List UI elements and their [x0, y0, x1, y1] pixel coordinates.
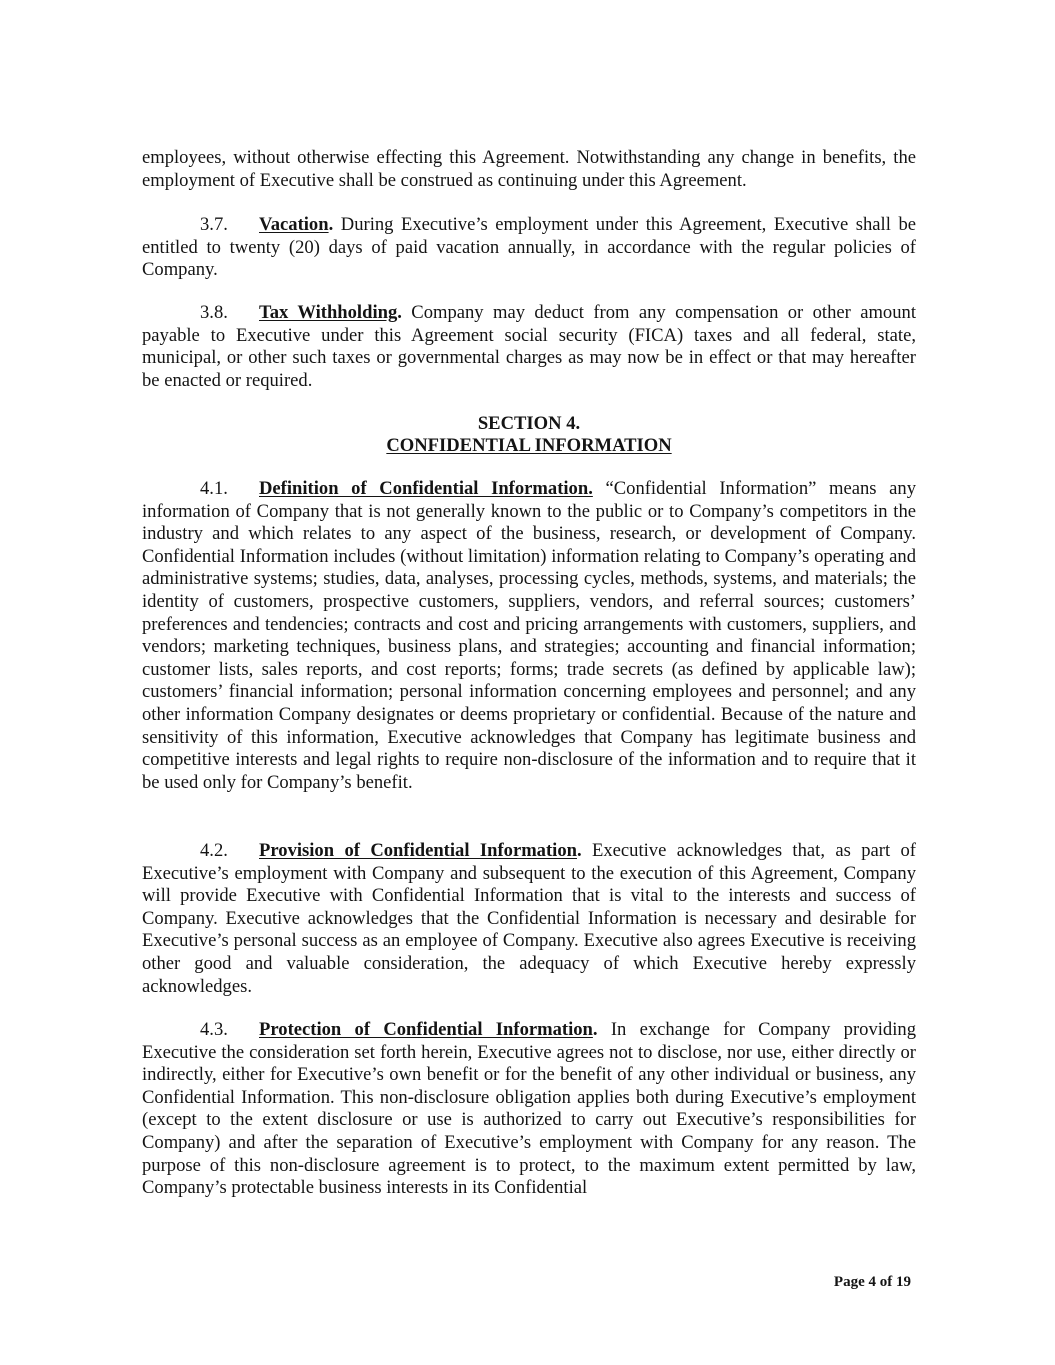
section-body: Company may deduct from any compensation or other amount payable to Executive under this Agreement social security (FICA) taxes and all federal, state, municipal, or other such taxes or governmental charges as may now be in effect or that may hereafter be enacted or required. [142, 302, 916, 391]
section-heading: Protection of Confidential Information [259, 1019, 593, 1040]
section-number: 3.8. [200, 302, 228, 323]
section-3-8-paragraph [142, 302, 916, 392]
continuation-paragraph [142, 147, 916, 192]
continuation-text: employees, without otherwise effecting this Agreement. Notwithstanding any change in benefits, the employment of Executive shall be construed as continuing under this Agreement. [142, 147, 916, 191]
heading-punctuation: . [397, 302, 402, 323]
heading-punctuation: . [328, 214, 334, 235]
section-heading: Vacation [259, 214, 329, 235]
section-heading: Provision of Confidential Information [259, 840, 577, 861]
section-body: During Executive’s employment under this Agreement, Executive shall be entitled to twenty (20) days of paid vacation annually, in accordance with the regular policies of Company. [142, 214, 916, 281]
section-4-3-paragraph [142, 1019, 916, 1200]
section-subtitle: CONFIDENTIAL INFORMATION [386, 435, 672, 456]
section-number: 4.3. [200, 1019, 228, 1040]
section-4-title-block [142, 413, 916, 457]
section-3-7-paragraph [142, 214, 916, 282]
page-number: Page 4 of 19 [833, 1274, 911, 1290]
section-title: SECTION 4. [477, 413, 581, 434]
section-number: 3.7. [200, 214, 228, 235]
heading-punctuation: . [576, 840, 582, 861]
section-heading: Tax Withholding [259, 302, 398, 323]
section-body: In exchange for Company providing Executive the consideration set forth herein, Executive agrees not to disclose, nor use, either directly or indirectly, either for Executive’s own benefit or for the benefit of any other individual or business, any Confidential Information. This non-disclosure obligation applies both during Executive’s employment (except to the extent disclosure or use is authorized to carry out Executive’s responsibilities for Company) and after the separation of Executive’s employment with Company for any reason. The purpose of this non-disclosure agreement is to protect, to the maximum extent permitted by law, Company’s protectable business interests in its Confidential [142, 1019, 916, 1199]
section-number: 4.1. [200, 478, 228, 499]
section-heading: Definition of Confidential Information. [259, 478, 593, 499]
section-4-1-paragraph [142, 478, 916, 794]
section-body: “Confidential Information” means any information of Company that is not generally known to the public or to Company’s competitors in the industry and which relates to any aspect of the business, research, or development of Company. Confidential Information includes (without limitation) information relating to Company’s operating and administrative systems; studies, data, analyses, processing cycles, methods, systems, and materials; the identity of customers, prospective customers, suppliers, vendors, and referral sources; customers’ preferences and tendencies; contracts and cost and pricing arrangements with customers, suppliers, and vendors; marketing techniques, business plans, and strategies; accounting and financial information; customer lists, sales reports, and cost reports; forms; trade secrets (as defined by applicable law); customers’ financial information; personal information concerning employees and personnel; and any other information Company designates or deems proprietary or confidential. Because of the nature and sensitivity of this information, Executive acknowledges that Company has legitimate business and competitive interests and legal rights to require non-disclosure of the information and to require that it be used only for Company’s benefit. [142, 478, 916, 793]
section-body: Executive acknowledges that, as part of Executive’s employment with Company and subsequent to the execution of this Agreement, Company will provide Executive with Confidential Information that is vital to the interests and success of Company. Executive acknowledges that the Confidential Information is necessary and desirable for Executive’s personal success as an employee of Company. Executive also agrees Executive is receiving other good and valuable consideration, the adequacy of which Executive hereby expressly acknowledges. [142, 840, 916, 997]
section-4-2-paragraph [142, 840, 916, 998]
section-number: 4.2. [200, 840, 228, 861]
heading-punctuation: . [592, 1019, 598, 1040]
